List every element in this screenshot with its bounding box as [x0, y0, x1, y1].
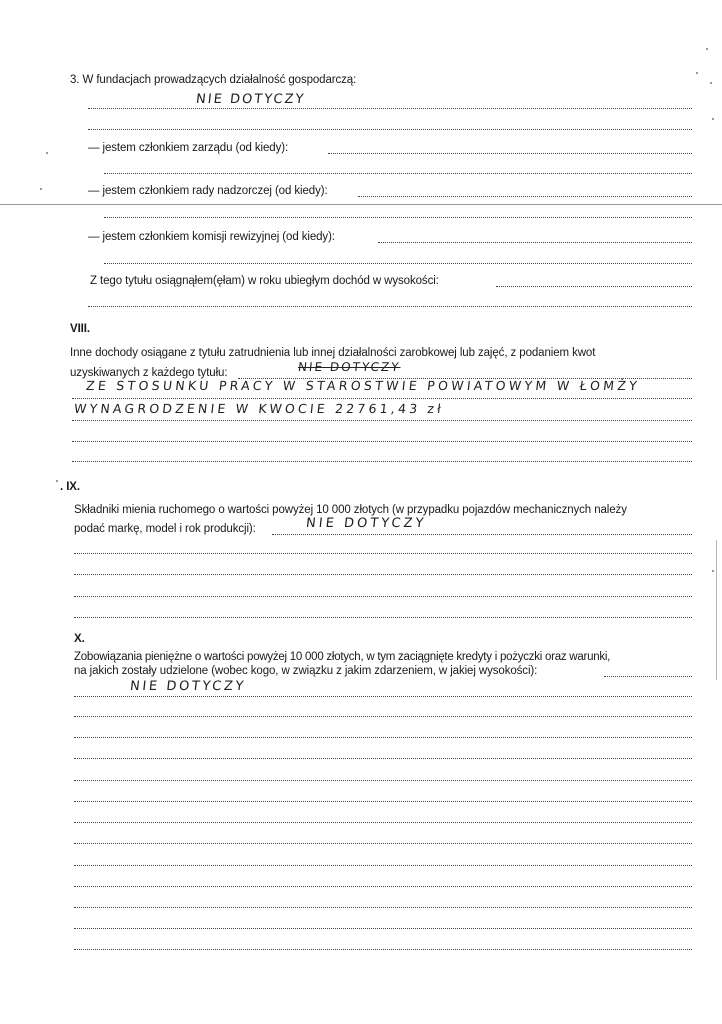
section10-text-line1: Zobowiązania pieniężne o wartości powyżej 10 000 złotych, w tym zaciągnięte kredyty i pożyczki oraz warunki, [74, 651, 611, 663]
answer-line [88, 129, 692, 130]
answer-line [104, 173, 692, 174]
answer-line [328, 153, 692, 154]
scan-speck [712, 118, 714, 120]
scan-speck [712, 570, 714, 572]
section8-text-line2: uzyskiwanych z każdego tytułu: [70, 367, 228, 379]
answer-line [74, 822, 692, 823]
section8-struck-answer: NIE DOTYCZY [297, 360, 402, 374]
section8-text-line1: Inne dochody osiągane z tytułu zatrudnienia lub innej działalności zarobkowej lub zajęć, z podaniem kwot [70, 347, 596, 359]
answer-line [74, 886, 692, 887]
answer-line [74, 596, 692, 597]
scan-speck [46, 152, 48, 154]
answer-line [74, 801, 692, 802]
answer-line [104, 217, 692, 218]
section10-handwritten-answer: NIE DOTYCZY [129, 679, 247, 694]
answer-line [72, 398, 692, 399]
scan-speck [710, 82, 712, 84]
section8-number: VIII. [70, 323, 90, 335]
section8-handwritten-line2: WYNAGRODZENIE W KWOCIE 22761,43 zł [73, 401, 445, 416]
answer-line [74, 716, 692, 717]
scan-speck [40, 188, 42, 190]
section3-handwritten-answer: NIE DOTYCZY [195, 92, 307, 107]
section10-number: X. [74, 633, 85, 645]
answer-line [378, 242, 692, 243]
answer-line [88, 108, 692, 109]
scan-speck [696, 72, 698, 74]
answer-line [74, 865, 692, 866]
answer-line [74, 696, 692, 697]
answer-line [74, 758, 692, 759]
answer-line [74, 949, 692, 950]
scan-edge-line [716, 540, 717, 680]
answer-line [74, 928, 692, 929]
section9-text-line2: podać markę, model i rok produkcji): [74, 523, 256, 535]
scan-speck [706, 48, 708, 50]
answer-line [72, 441, 692, 442]
section8-handwritten-line1: ZE STOSUNKU PRACY W STAROSTWIE POWIATOWYM W ŁOMŻY [85, 378, 641, 393]
board-membership-label: — jestem członkiem zarządu (od kiedy): [88, 142, 289, 154]
answer-line [104, 263, 692, 264]
answer-line [74, 574, 692, 575]
answer-line [358, 196, 692, 197]
answer-line [72, 420, 692, 421]
answer-line [74, 843, 692, 844]
answer-line [74, 780, 692, 781]
income-label: Z tego tytułu osiągnąłem(ęłam) w roku ubiegłym dochód w wysokości: [90, 275, 439, 287]
answer-line [272, 534, 692, 535]
scan-fold-line [0, 204, 722, 205]
answer-line [496, 286, 692, 287]
answer-line [74, 553, 692, 554]
audit-committee-label: — jestem członkiem komisji rewizyjnej (od kiedy): [88, 231, 335, 243]
answer-line [74, 617, 692, 618]
section9-handwritten-answer: NIE DOTYCZY [305, 516, 428, 531]
answer-line [72, 461, 692, 462]
section9-number: . IX. [60, 481, 80, 493]
section9-text-line1: Składniki mienia ruchomego o wartości powyżej 10 000 złotych (w przypadku pojazdów mechanicznych należy [74, 504, 627, 516]
scan-speck [56, 480, 58, 482]
answer-line [604, 676, 692, 677]
supervisory-board-label: — jestem członkiem rady nadzorczej (od kiedy): [88, 185, 328, 197]
section10-text-line2: na jakich zostały udzielone (wobec kogo, w związku z jakim zdarzeniem, w jakiej wysokości): [74, 665, 538, 677]
answer-line [88, 306, 692, 307]
section3-heading: 3. W fundacjach prowadzących działalność gospodarczą: [70, 74, 357, 86]
answer-line [74, 907, 692, 908]
answer-line [74, 737, 692, 738]
